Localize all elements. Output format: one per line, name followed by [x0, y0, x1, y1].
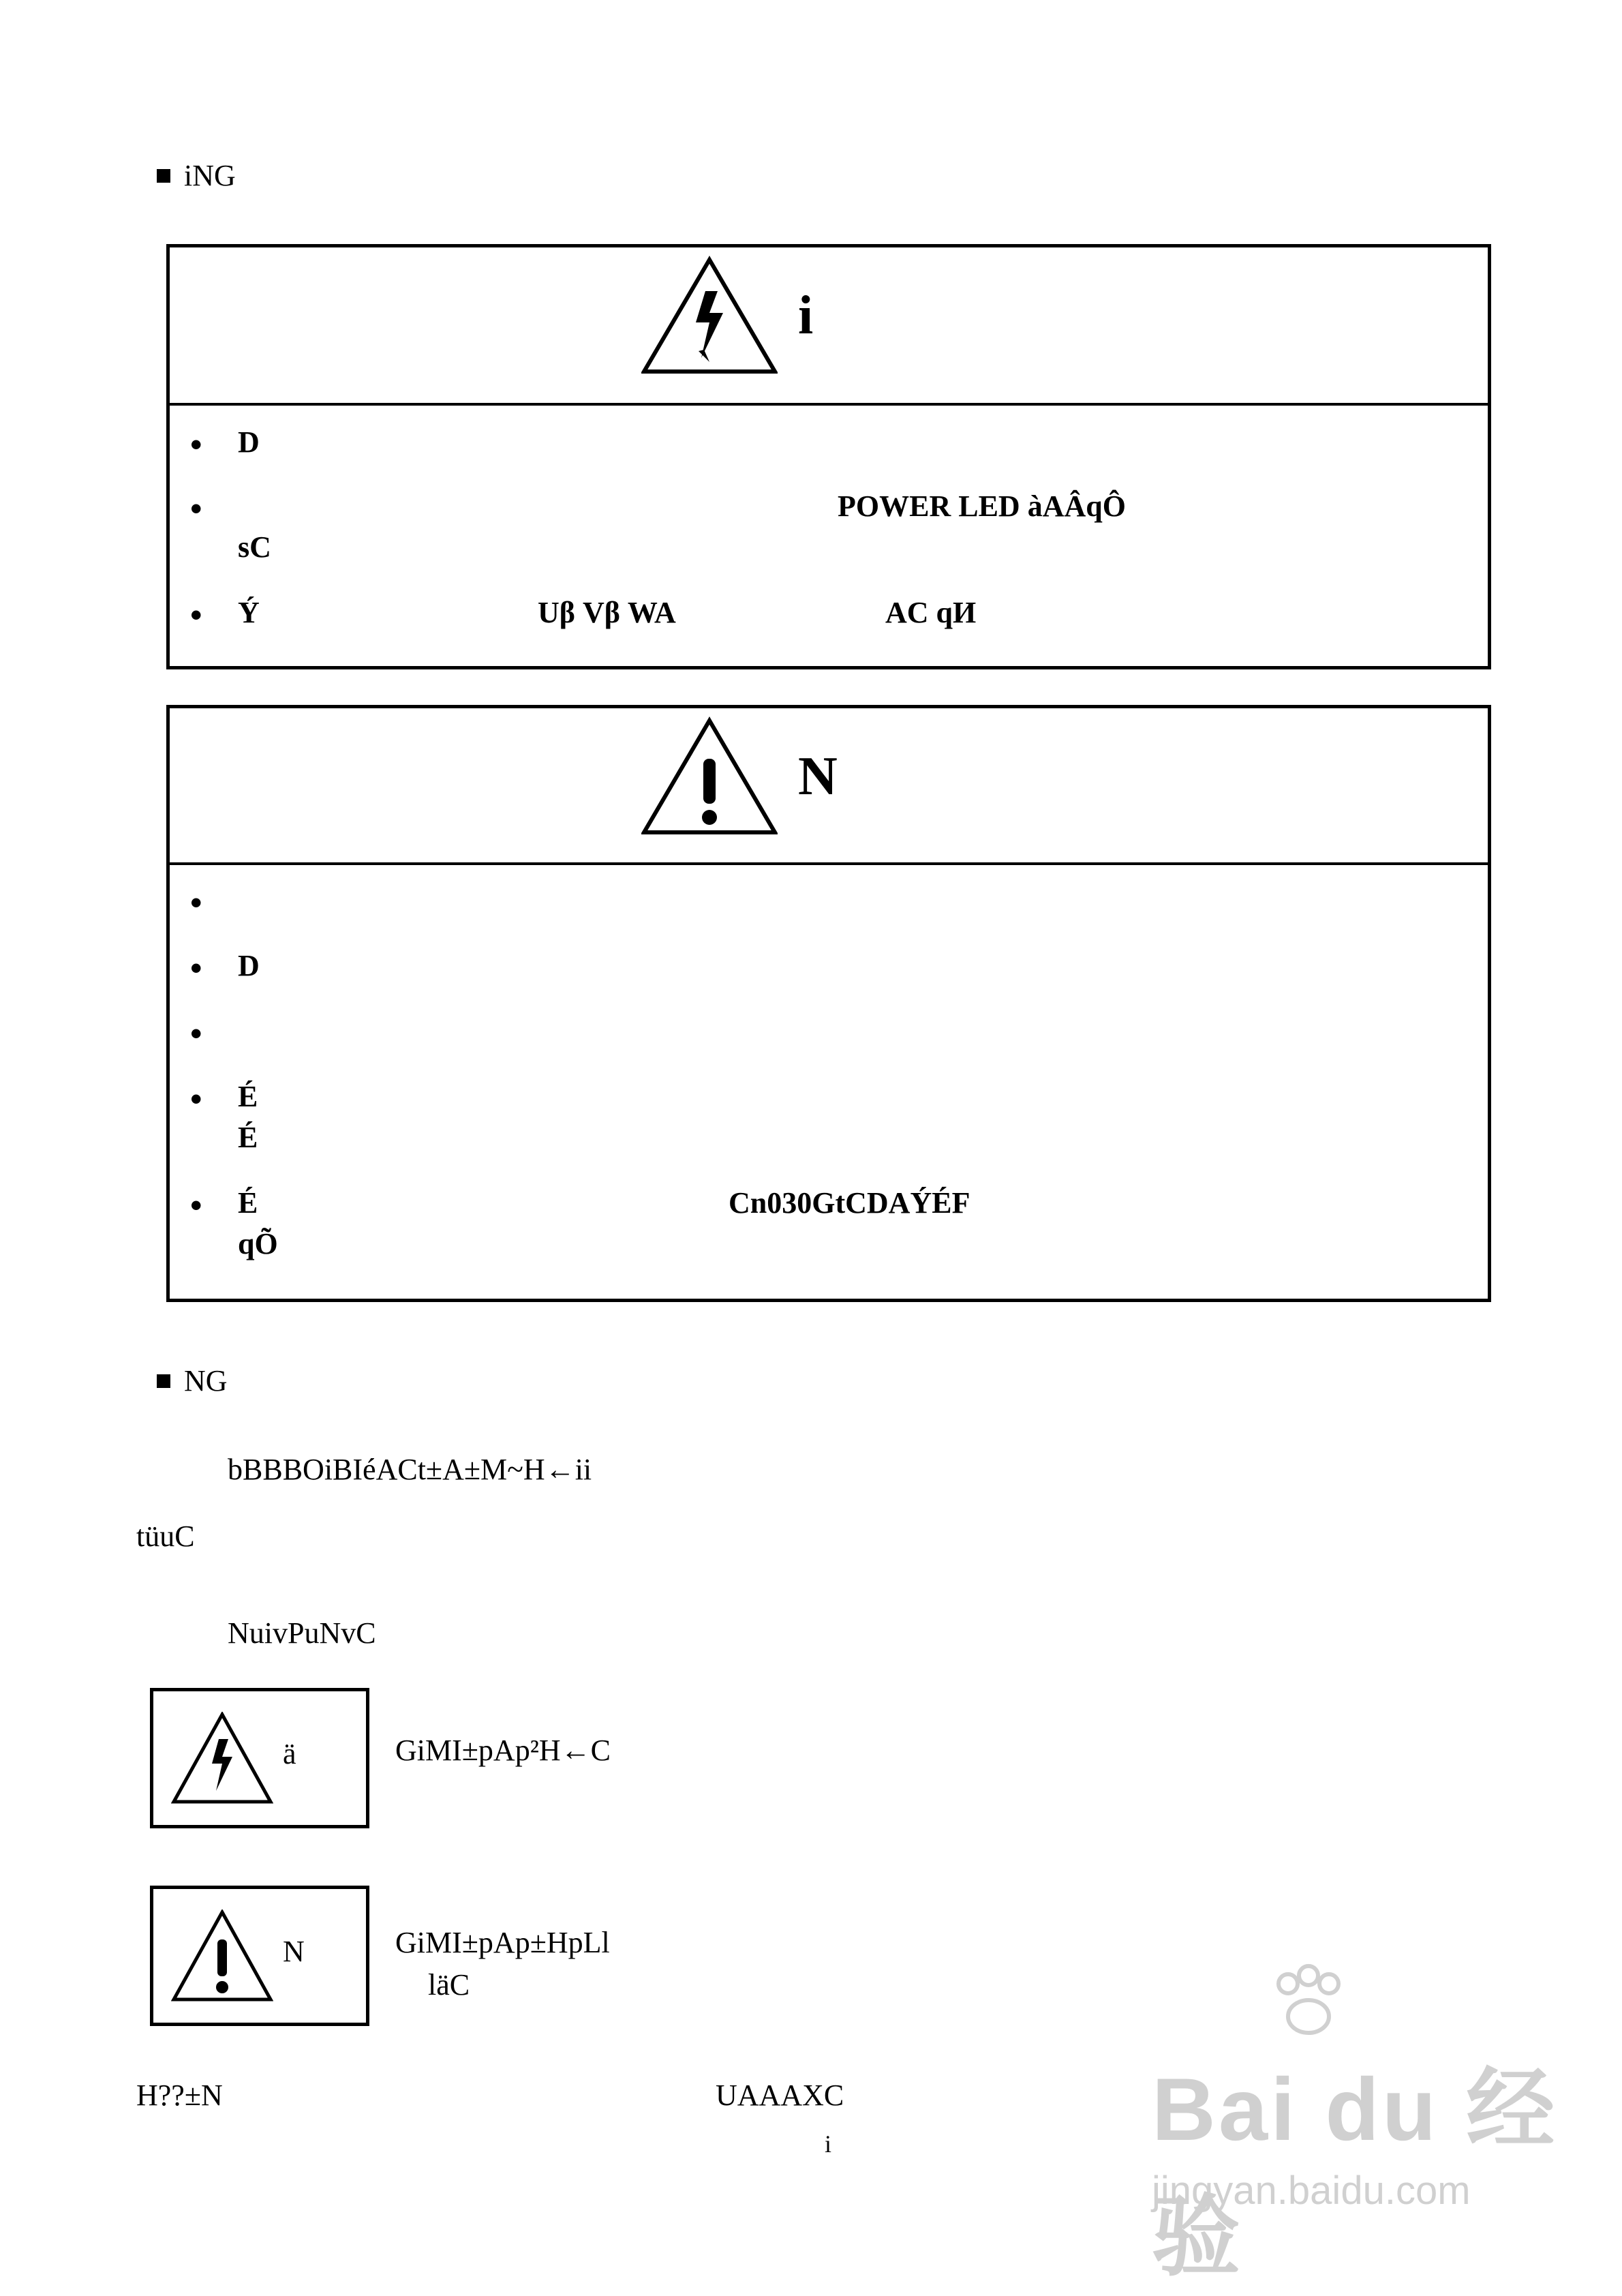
warning-item-1-text: D	[238, 425, 260, 459]
legend-caution-description: GiMI±pAp±HpLl	[395, 1926, 610, 1959]
warning-item-3-mid1: Uβ Vβ WA	[538, 596, 676, 629]
warning-box	[166, 244, 1491, 669]
warning-item-2-line2: sC	[238, 530, 271, 564]
footer-left-text: H??±N	[136, 2079, 223, 2112]
square-bullet-icon	[157, 169, 170, 183]
caution-item-4-text: É	[238, 1080, 258, 1113]
legend-caution-label: N	[283, 1935, 305, 1968]
legend-box-shock	[150, 1688, 369, 1828]
intro-paragraph-line-1: bBBBOiBIéACt±A±M~H←ii	[228, 1453, 592, 1486]
electric-shock-warning-icon	[641, 256, 778, 376]
electric-shock-warning-icon	[171, 1712, 273, 1804]
warning-box-title: i	[798, 285, 814, 346]
page-number: i	[825, 2130, 832, 2158]
caution-item-4-line2: É	[238, 1121, 258, 1154]
bullet-icon: •	[190, 883, 202, 922]
legend-shock-description: GiMI±pAp²H←C	[395, 1734, 611, 1767]
watermark-url: jingyan.baidu.com	[1152, 2169, 1471, 2213]
section-heading-text: iNG	[184, 159, 236, 192]
legend-shock-label: ä	[283, 1737, 296, 1770]
baidu-watermark	[1152, 2038, 1622, 2293]
bullet-icon: •	[190, 425, 202, 464]
bullet-icon: •	[190, 1080, 202, 1118]
square-bullet-icon	[157, 1374, 170, 1388]
caution-item-5-text: É	[238, 1186, 258, 1220]
caution-box	[166, 705, 1491, 1302]
caution-item-5-mid: Cn030GtCDAÝÉF	[729, 1186, 970, 1220]
watermark-main-text: Bai du 经验	[1152, 2059, 1558, 2286]
baidu-paw-logo-icon	[1268, 1963, 1349, 2038]
bullet-icon: •	[190, 1186, 202, 1224]
caution-item-5-line2: qÕ	[238, 1227, 278, 1260]
caution-box-title: N	[798, 746, 838, 806]
bullet-icon: •	[190, 596, 202, 634]
intro-paragraph-2: NuivPuNvC	[228, 1616, 376, 1650]
warning-item-3-text: Ý	[238, 596, 260, 629]
exclamation-warning-icon	[641, 716, 778, 836]
warning-item-2-mid: POWER LED àAÂqÔ	[838, 489, 1126, 523]
footer-mid-text: UAAAXC	[716, 2079, 844, 2112]
section-heading-text: NG	[184, 1364, 228, 1398]
legend-caution-description-2: läC	[428, 1968, 470, 2002]
bullet-icon: •	[190, 489, 202, 528]
warning-item-3-mid2: AC qИ	[885, 596, 977, 629]
exclamation-warning-icon	[171, 1909, 273, 2002]
warning-box-header	[170, 247, 1488, 406]
caution-box-header	[170, 708, 1488, 865]
bullet-icon: •	[190, 949, 202, 987]
intro-paragraph-line-2: tüuC	[136, 1520, 195, 1553]
bullet-icon: •	[190, 1014, 202, 1053]
section-heading-symbols	[157, 1363, 228, 1398]
legend-box-caution	[150, 1886, 369, 2026]
caution-item-2-text: D	[238, 949, 260, 982]
section-heading-safety	[157, 158, 236, 193]
